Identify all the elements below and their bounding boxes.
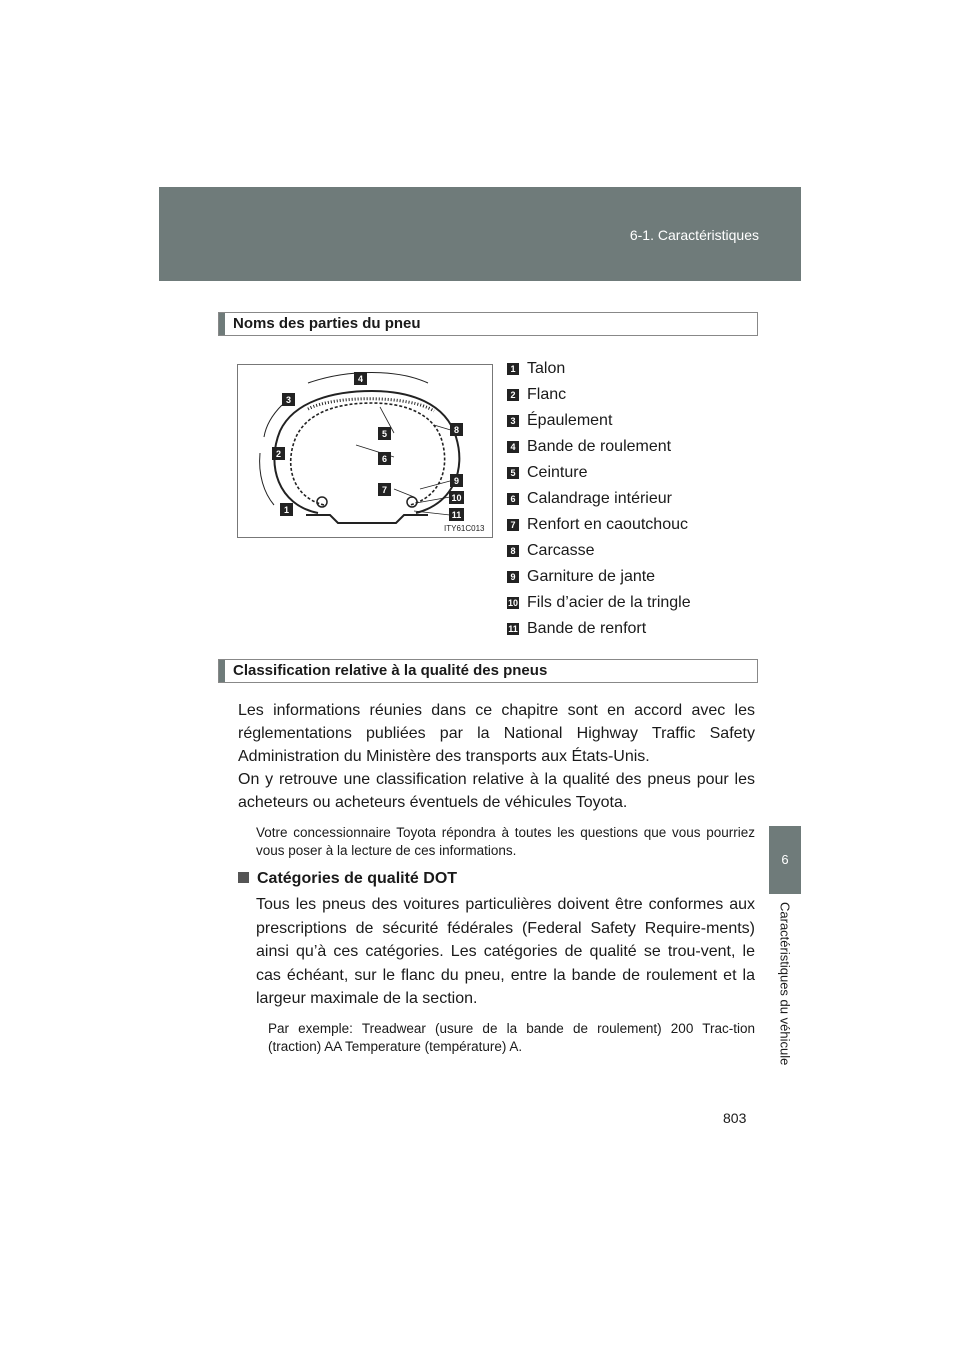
list-item bbox=[507, 356, 691, 382]
part-label: Bande de renfort bbox=[527, 620, 647, 637]
number-badge: 3 bbox=[507, 415, 519, 427]
svg-text:2: 2 bbox=[275, 449, 282, 459]
svg-text:11: 11 bbox=[451, 510, 462, 520]
part-label: Flanc bbox=[527, 386, 567, 403]
number-badge: 10 bbox=[507, 598, 518, 608]
svg-text:7: 7 bbox=[381, 485, 388, 495]
chapter-label: Caractéristiques du véhicule bbox=[777, 902, 793, 1066]
part-label: Bande de roulement bbox=[527, 438, 672, 455]
paragraph-dot-grades: Tous les pneus des voitures particulières doivent être conformes aux prescriptions de sécurité fédérales (Federal Safety Require-ments) ainsi qu’à ces catégories. Les catégories de qualité se trou-vent, le cas échéant, sur le flanc du pneu, entre la bande de roulement et la largeur maximale de la section. bbox=[256, 896, 755, 1007]
tire-parts-list bbox=[507, 356, 691, 642]
part-label: Calandrage intérieur bbox=[527, 490, 672, 507]
figure-code: ITY61C013 bbox=[444, 524, 485, 533]
subheading-text: Catégories de qualité DOT bbox=[257, 870, 458, 887]
subheading-dot-grades bbox=[238, 870, 457, 888]
paragraph-regulations: Les informations réunies dans ce chapitre sont en accord avec les réglementations publiées par la National Highway Traffic Safety Administration du Ministère des transports aux États-Unis. bbox=[238, 702, 755, 765]
page-number: 803 bbox=[723, 1110, 747, 1126]
list-item bbox=[507, 434, 691, 460]
number-badge: 5 bbox=[507, 467, 519, 479]
number-badge: 9 bbox=[507, 571, 519, 583]
number-badge: 4 bbox=[507, 441, 519, 453]
list-item bbox=[507, 408, 691, 434]
part-label: Fils d’acier de la tringle bbox=[527, 594, 691, 611]
dealer-note: Votre concessionnaire Toyota répondra à toutes les questions que vous pourriez vous poser à la lecture de ces informations. bbox=[256, 825, 755, 858]
part-label: Renfort en caoutchouc bbox=[527, 516, 688, 533]
number-badge: 7 bbox=[507, 519, 519, 531]
svg-text:1: 1 bbox=[283, 505, 290, 515]
list-item bbox=[507, 616, 691, 642]
section-title-tire-parts: Noms des parties du pneu bbox=[218, 312, 758, 336]
section-title-tire-quality: Classification relative à la qualité des pneus bbox=[218, 659, 758, 683]
number-badge: 1 bbox=[507, 363, 519, 375]
list-item bbox=[507, 538, 691, 564]
header-band bbox=[159, 187, 801, 281]
tire-diagram bbox=[238, 365, 492, 537]
list-item bbox=[507, 512, 691, 538]
part-label: Carcasse bbox=[527, 542, 595, 559]
tire-cross-section-figure bbox=[237, 364, 493, 538]
number-badge: 11 bbox=[508, 624, 518, 634]
list-item bbox=[507, 460, 691, 486]
svg-text:5: 5 bbox=[381, 429, 388, 439]
svg-text:9: 9 bbox=[453, 476, 460, 486]
part-label: Talon bbox=[527, 360, 566, 377]
part-label: Épaulement bbox=[527, 412, 613, 429]
svg-text:10: 10 bbox=[451, 493, 462, 503]
number-badge: 2 bbox=[507, 389, 519, 401]
list-item bbox=[507, 382, 691, 408]
svg-text:6: 6 bbox=[381, 454, 388, 464]
svg-text:3: 3 bbox=[285, 395, 292, 405]
chapter-tab: 6 bbox=[769, 826, 801, 894]
header-section-title: 6-1. Caractéristiques bbox=[629, 227, 759, 243]
paragraph-classification: On y retrouve une classification relative à la qualité des pneus pour les acheteurs ou acheteurs éventuels de véhicules Toyota. bbox=[238, 771, 755, 811]
list-item bbox=[507, 486, 691, 512]
list-item bbox=[507, 564, 691, 590]
number-badge: 8 bbox=[507, 545, 519, 557]
svg-text:4: 4 bbox=[357, 374, 364, 384]
part-label: Ceinture bbox=[527, 464, 588, 481]
square-bullet-icon bbox=[238, 872, 249, 883]
number-badge: 6 bbox=[507, 493, 519, 505]
list-item bbox=[507, 590, 691, 616]
part-label: Garniture de jante bbox=[527, 568, 656, 585]
svg-text:8: 8 bbox=[453, 425, 460, 435]
example-note: Par exemple: Treadwear (usure de la bande de roulement) 200 Trac-tion (traction) AA Temperature (température) A. bbox=[268, 1021, 755, 1054]
